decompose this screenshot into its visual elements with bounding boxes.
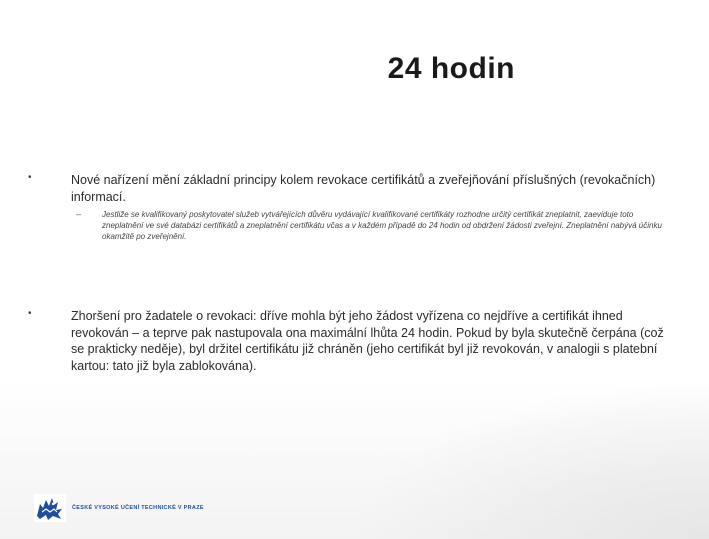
cvut-lion-logo-icon <box>34 494 66 522</box>
bullet-marker: • <box>28 172 32 183</box>
bullet-text: Nové nařízení mění základní principy kolem revokace certifikátů a zveřejňování příslušných (revokačních) informací. <box>71 173 656 204</box>
sub-bullet-text: Jestliže se kvalifikovaný poskytovatel služeb vytvářejících důvěru vydávající kvalifikované certifikáty rozhodne určitý certifikát zneplatnit, zaeviduje toto zneplatnění ve své databázi certifikátů a zneplatnění certifikátu včas a v každém případě do 24 hodin od obdržení žádosti zveřejní. Zneplatnění nabývá účinku okamžitě po zveřejnění. <box>102 210 662 241</box>
sub-bullet-marker: – <box>76 209 82 219</box>
slide-title: 24 hodin <box>387 52 515 85</box>
background-shade <box>349 379 709 539</box>
university-logo <box>34 494 204 522</box>
bullet-text: Zhoršení pro žadatele o revokaci: dříve mohla být jeho žádost vyřízena co nejdříve a certifikát ihned revokován – a teprve pak nastupovala ona maximální lhůta 24 hodin. Pokud by byla skutečně čerpána (což se prakticky neděje), byl držitel certifikátu již chráněn (jeho certifikát byl již revokován, v analogii s platební kartou: tato již byla zablokována). <box>71 309 664 373</box>
bullet-marker: • <box>28 308 32 319</box>
university-name: ČESKÉ VYSOKÉ UČENÍ TECHNICKÉ V PRAZE <box>72 505 204 511</box>
